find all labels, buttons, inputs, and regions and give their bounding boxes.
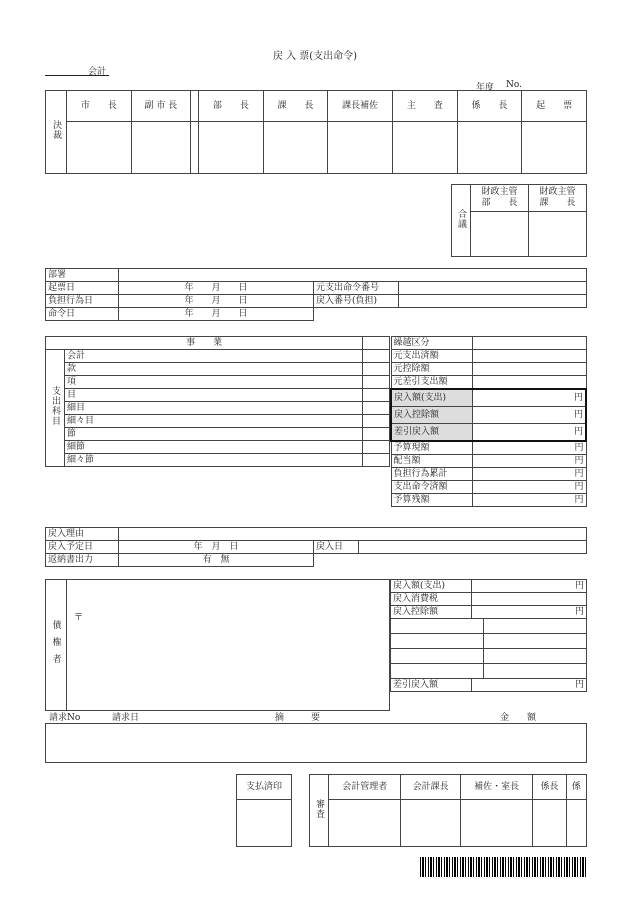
date-field[interactable]: 年 月 日 xyxy=(119,295,314,308)
jigyo-label: 事 業 xyxy=(46,337,363,350)
amount-label: 戻入控除額 xyxy=(391,606,472,619)
amount-field[interactable] xyxy=(472,337,586,350)
output-choice[interactable]: 有 無 xyxy=(119,554,314,567)
fiscal-year-label: 年度 xyxy=(476,83,495,93)
creditor-side-label: 債権者 xyxy=(46,580,67,710)
info-label: 戻入番号(負担) xyxy=(314,295,399,308)
subject-label: 細々節 xyxy=(65,454,363,467)
postal-mark: 〒 xyxy=(74,613,84,623)
amount-field[interactable]: 円 xyxy=(472,407,586,424)
approval-table xyxy=(45,90,587,174)
stamp-box[interactable] xyxy=(533,800,566,847)
paid-stamp-table xyxy=(236,774,292,847)
subject-field[interactable] xyxy=(363,415,390,428)
amount-field[interactable]: 円 xyxy=(472,468,586,481)
approval-col: 課長補佐 xyxy=(328,91,393,122)
jigyo-field[interactable] xyxy=(363,337,390,350)
subject-field[interactable] xyxy=(363,350,390,363)
account-label: 会計 xyxy=(88,67,107,77)
planned-label: 戻入予定日 xyxy=(46,541,119,554)
text-field[interactable] xyxy=(399,295,587,308)
stamp-box[interactable] xyxy=(329,800,401,847)
reason-label: 戻入理由 xyxy=(46,528,119,541)
amount-field[interactable]: 円 xyxy=(472,424,586,442)
amount-field[interactable] xyxy=(472,376,586,390)
amount-label: 元控除額 xyxy=(391,363,472,376)
info-label: 部署 xyxy=(46,269,119,282)
audit-table xyxy=(309,774,587,847)
creditor-box xyxy=(45,579,390,711)
bill-amount-label: 金 額 xyxy=(500,713,537,723)
amount-field[interactable]: 円 xyxy=(472,679,587,692)
amount-label: 戻入額(支出) xyxy=(391,580,472,593)
audit-side-label: 審査 xyxy=(310,775,329,847)
stamp-box[interactable] xyxy=(328,122,393,174)
amount-field[interactable]: 円 xyxy=(472,455,586,468)
amount-field[interactable]: 円 xyxy=(472,481,586,494)
subject-label: 細目 xyxy=(65,402,363,415)
subject-field[interactable] xyxy=(363,363,390,376)
stamp-box[interactable] xyxy=(522,122,587,174)
stamp-box[interactable] xyxy=(401,800,460,847)
audit-col: 係 xyxy=(566,775,586,800)
consult-col: 財政主管 部 長 xyxy=(471,185,529,212)
blank-cell[interactable] xyxy=(484,664,587,679)
info-label: 元支出命令番号 xyxy=(314,282,399,295)
info-table xyxy=(45,268,587,321)
amount-field[interactable] xyxy=(472,593,587,606)
reason-field[interactable] xyxy=(119,528,587,541)
blank-cell[interactable] xyxy=(484,634,587,649)
stamp-box[interactable] xyxy=(460,800,532,847)
stamp-box[interactable] xyxy=(529,212,587,257)
subject-field[interactable] xyxy=(363,428,390,441)
date-field[interactable]: 年 月 日 xyxy=(119,282,314,295)
blank-cell[interactable] xyxy=(391,649,484,664)
amount-field[interactable]: 円 xyxy=(472,580,587,593)
blank-cell[interactable] xyxy=(391,634,484,649)
subject-label: 節 xyxy=(65,428,363,441)
amount-label: 支出命令済額 xyxy=(391,481,472,494)
approval-side-label: 決裁 xyxy=(46,91,67,174)
dept-field[interactable] xyxy=(119,269,587,282)
stamp-box[interactable] xyxy=(263,122,328,174)
text-field[interactable] xyxy=(399,282,587,295)
info-label: 命令日 xyxy=(46,308,119,321)
paid-stamp-box[interactable] xyxy=(237,800,292,847)
date-field[interactable]: 年 月 日 xyxy=(119,308,314,321)
approval-col xyxy=(191,91,199,122)
blank-cell[interactable] xyxy=(391,619,484,634)
consult-col: 財政主管 課 長 xyxy=(529,185,587,212)
subject-field[interactable] xyxy=(363,402,390,415)
amount-field[interactable]: 円 xyxy=(472,494,586,507)
approval-col: 係 長 xyxy=(457,91,522,122)
amount-label: 繰越区分 xyxy=(391,337,472,350)
stamp-box[interactable] xyxy=(471,212,529,257)
date-field[interactable] xyxy=(359,541,587,554)
bill-no-label: 請求No xyxy=(49,713,81,723)
stamp-box[interactable] xyxy=(131,122,190,174)
subject-label: 細々目 xyxy=(65,415,363,428)
amount-field[interactable]: 円 xyxy=(472,441,586,455)
blank-cell[interactable] xyxy=(484,649,587,664)
subject-label: 会計 xyxy=(65,350,363,363)
approval-col: 副 市 長 xyxy=(131,91,190,122)
audit-col: 補佐・室長 xyxy=(460,775,532,800)
audit-col: 会計課長 xyxy=(401,775,460,800)
amount-label: 元差引支出額 xyxy=(391,376,472,390)
info-label: 起票日 xyxy=(46,282,119,295)
approval-col: 主 査 xyxy=(392,91,457,122)
subject-field[interactable] xyxy=(363,376,390,389)
subject-label: 目 xyxy=(65,389,363,402)
number-label: No. xyxy=(506,80,522,90)
barcode-image xyxy=(420,857,588,877)
amount-field[interactable] xyxy=(472,350,586,363)
approval-col: 課 長 xyxy=(263,91,328,122)
info-label: 負担行為日 xyxy=(46,295,119,308)
amount-label: 予算残額 xyxy=(391,494,472,507)
amounts-table xyxy=(390,336,587,507)
amount-label: 戻入額(支出) xyxy=(391,389,472,407)
approval-col: 起 票 xyxy=(522,91,587,122)
bill-body[interactable] xyxy=(45,723,587,763)
output-label: 返納書出力 xyxy=(46,554,119,567)
planned-date-field[interactable]: 年 月 日 xyxy=(119,541,314,554)
blank-cell[interactable] xyxy=(391,664,484,679)
subject-label: 款 xyxy=(65,363,363,376)
approval-col: 部 長 xyxy=(199,91,264,122)
amount-label: 差引戻入額 xyxy=(391,424,472,442)
bill-header xyxy=(45,710,587,724)
amount-field[interactable] xyxy=(472,363,586,376)
amount-label: 戻入控除額 xyxy=(391,407,472,424)
paid-label: 支払済印 xyxy=(237,775,292,800)
bill-summary-label: 摘 要 xyxy=(275,713,321,723)
date-label: 戻入日 xyxy=(314,541,359,554)
amount-label: 予算現額 xyxy=(391,441,472,455)
consult-table xyxy=(451,184,587,257)
amount-label: 元支出済額 xyxy=(391,350,472,363)
consult-side-label: 合議 xyxy=(452,185,471,257)
stamp-box[interactable] xyxy=(191,122,199,174)
stamp-box[interactable] xyxy=(457,122,522,174)
approval-col: 市 長 xyxy=(67,91,132,122)
subject-field[interactable] xyxy=(363,454,390,467)
amount-label: 負担行為累計 xyxy=(391,468,472,481)
amount-label: 差引戻入額 xyxy=(391,679,472,692)
blank-cell[interactable] xyxy=(484,619,587,634)
stamp-box[interactable] xyxy=(566,800,586,847)
subject-field[interactable] xyxy=(363,389,390,402)
amount-field[interactable]: 円 xyxy=(472,389,586,407)
stamp-box[interactable] xyxy=(199,122,264,174)
audit-col: 会計管理者 xyxy=(329,775,401,800)
subject-field[interactable] xyxy=(363,441,390,454)
amount-label: 戻入消費税 xyxy=(391,593,472,606)
amount-label: 配当額 xyxy=(391,455,472,468)
audit-col: 係長 xyxy=(533,775,566,800)
reason-table xyxy=(45,527,587,567)
subjects-side-label: 支出科目 xyxy=(46,350,65,467)
subject-label: 細節 xyxy=(65,441,363,454)
stamp-box[interactable] xyxy=(392,122,457,174)
stamp-box[interactable] xyxy=(67,122,132,174)
bill-date-label: 請求日 xyxy=(112,713,140,723)
amount-field[interactable]: 円 xyxy=(472,606,587,619)
subject-label: 項 xyxy=(65,376,363,389)
subjects-table xyxy=(45,336,390,467)
page-title: 戻 入 票(支出命令) xyxy=(272,51,358,62)
creditor-amounts xyxy=(390,579,587,692)
